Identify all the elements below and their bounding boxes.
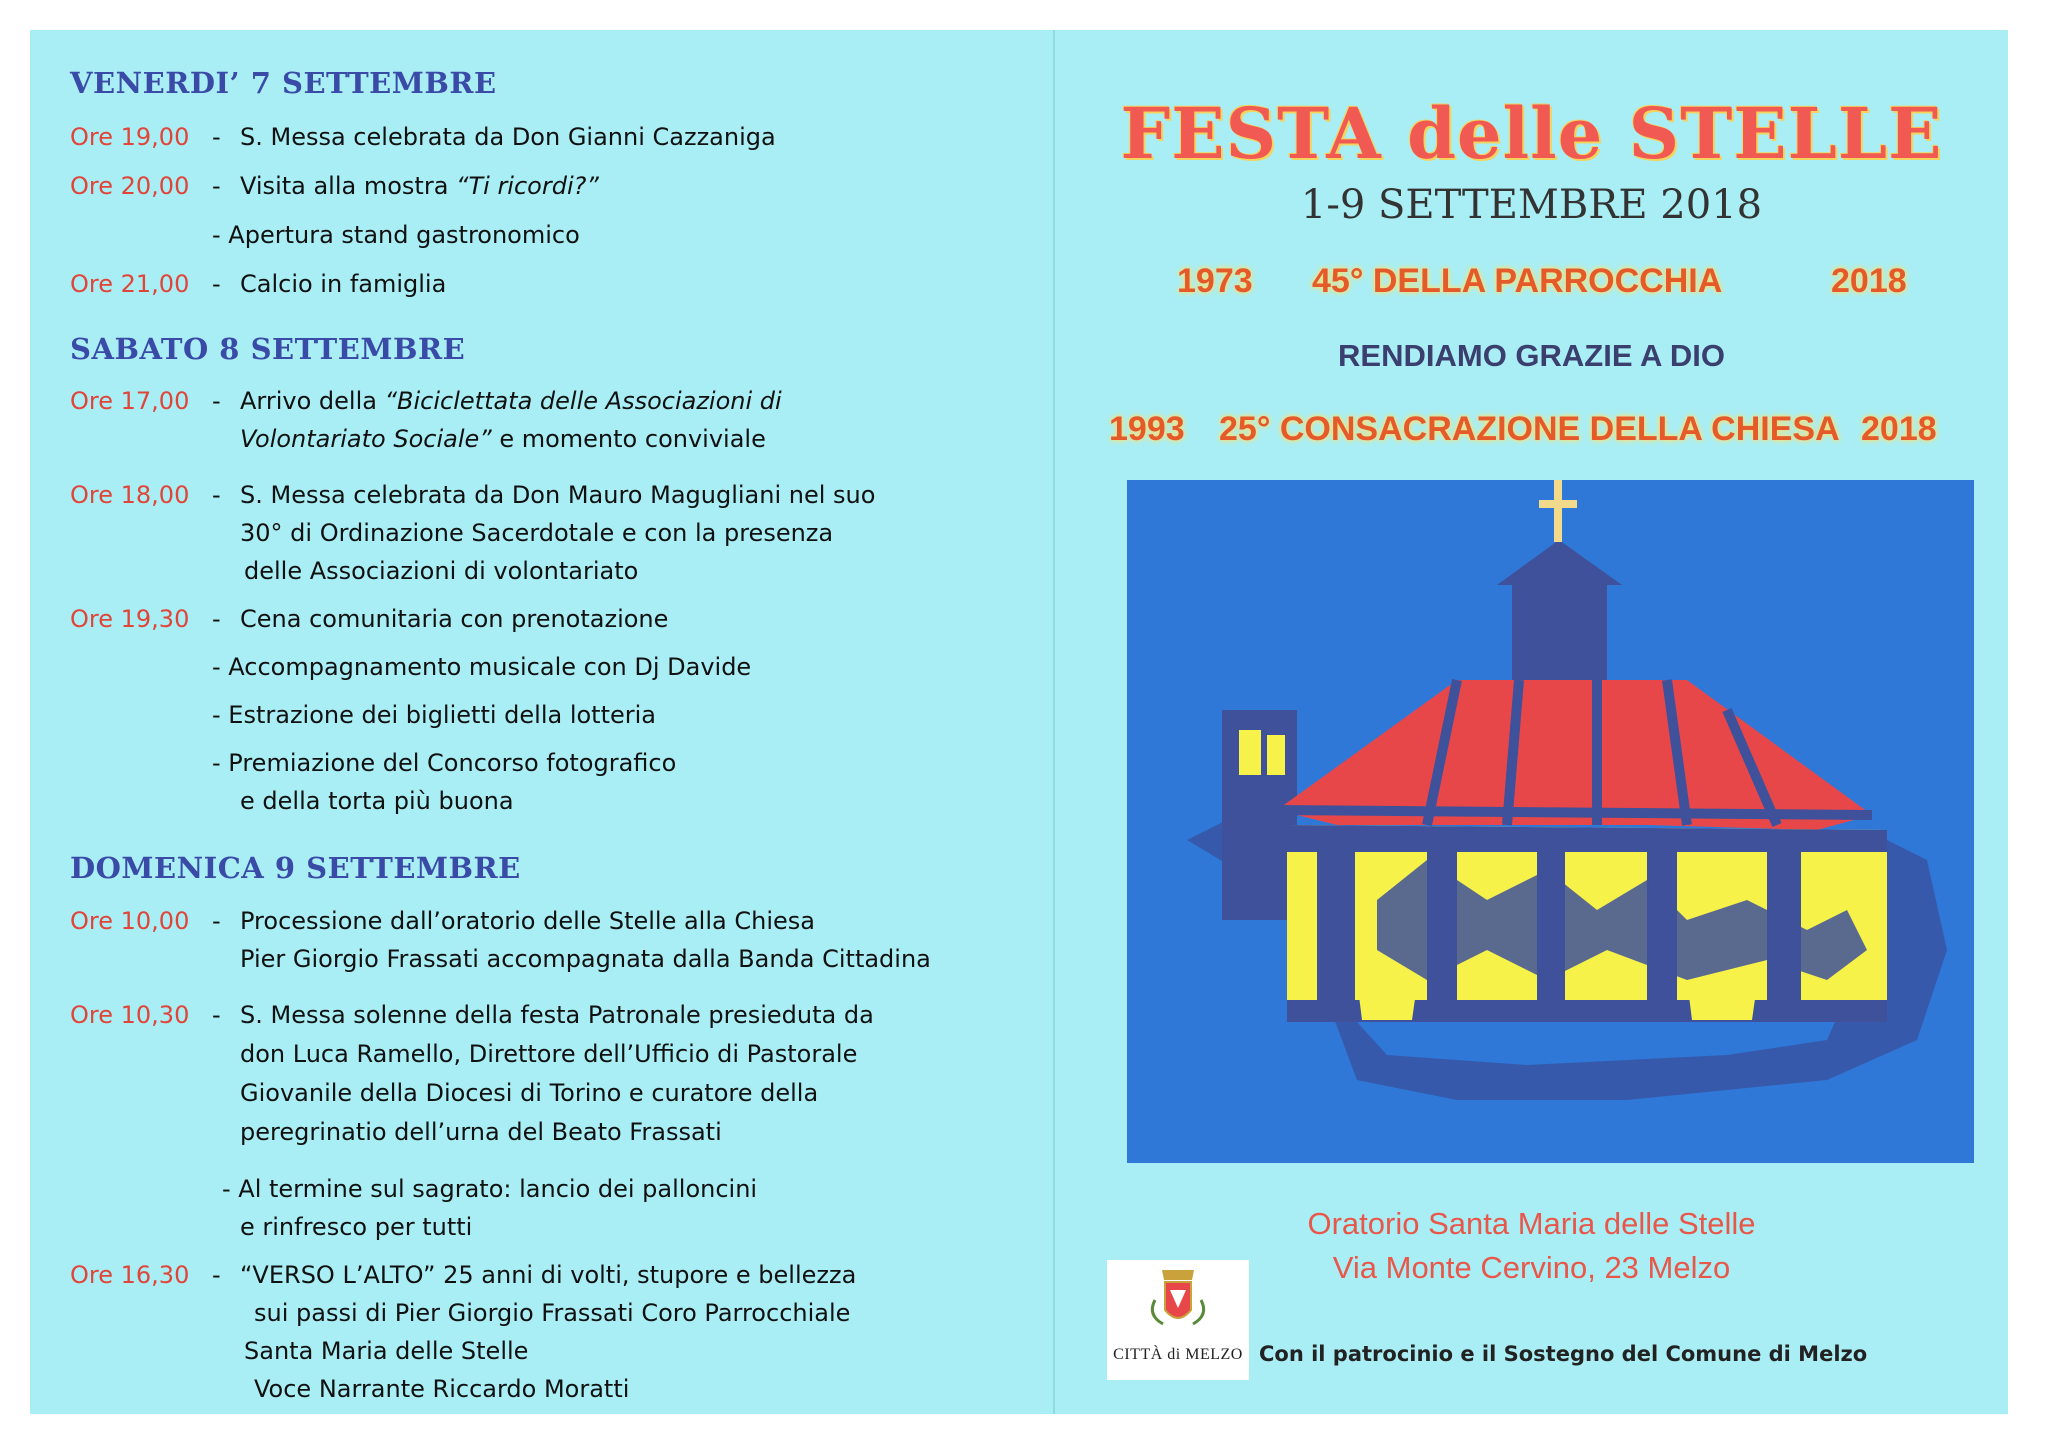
- event-row: Ore 19,30 - Cena comunitaria con prenotazione: [70, 600, 1043, 638]
- church-anniversary: 25° CONSACRAZIONE DELLA CHIESA: [1219, 410, 1840, 448]
- event-time: Ore 17,00: [70, 387, 190, 415]
- city-logo-text: CITTÀ di MELZO: [1113, 1346, 1243, 1363]
- event-row: Ore 16,30 - “VERSO L’ALTO” 25 anni di volti, stupore e bellezza: [70, 1256, 1043, 1294]
- event-text: S. Messa solenne della festa Patronale presieduta da: [240, 1001, 874, 1029]
- event-text-continued: Voce Narrante Riccardo Moratti: [254, 1375, 630, 1403]
- event-row: Ore 10,30 - S. Messa solenne della festa Patronale presieduta da: [70, 996, 1043, 1034]
- parish-anniversary: 45° DELLA PARROCCHIA: [1312, 262, 1723, 300]
- event-text: Visita alla mostra “Ti ricordi?”: [240, 172, 599, 200]
- event-text: Cena comunitaria con prenotazione: [240, 605, 669, 633]
- day-heading-sunday: DOMENICA 9 SETTEMBRE: [70, 851, 521, 885]
- day-heading-saturday: SABATO 8 SETTEMBRE: [70, 332, 466, 366]
- event-row: Ore 21,00 - Calcio in famiglia: [70, 265, 1043, 303]
- event-time: Ore 19,00: [70, 123, 190, 151]
- event-text-continued: 30° di Ordinazione Sacerdotale e con la presenza: [240, 519, 834, 547]
- event-text-continued: peregrinatio dell’urna del Beato Frassati: [240, 1118, 722, 1146]
- thanks-line: RENDIAMO GRAZIE A DIO: [1338, 338, 1725, 373]
- church-year-from: 1993: [1109, 410, 1185, 448]
- event-time: Ore 10,00: [70, 907, 190, 935]
- parish-year-from: 1973: [1177, 262, 1253, 300]
- parish-year-to: 2018: [1831, 262, 1907, 300]
- cover-page: [1055, 30, 2008, 1414]
- event-text: S. Messa celebrata da Don Mauro Magugliani nel suo: [240, 481, 876, 509]
- patronage-note: Con il patrocinio e il Sostegno del Comune di Melzo: [1259, 1342, 1868, 1366]
- event-text-continued: sui passi di Pier Giorgio Frassati Coro Parrocchiale: [254, 1299, 851, 1327]
- church-illustration: [1127, 480, 1974, 1163]
- event-time: Ore 18,00: [70, 481, 190, 509]
- event-text-continued: e rinfresco per tutti: [240, 1213, 473, 1241]
- venue-name: Oratorio Santa Maria delle Stelle: [1307, 1206, 1756, 1241]
- event-row: Ore 10,00 - Processione dall’oratorio delle Stelle alla Chiesa: [70, 902, 1043, 940]
- church-year-to: 2018: [1861, 410, 1937, 448]
- event-text: Arrivo della “Biciclettata delle Associazioni di: [240, 387, 782, 415]
- event-subitem: - Accompagnamento musicale con Dj Davide: [212, 653, 752, 681]
- event-time: Ore 19,30: [70, 605, 190, 633]
- event-text: Processione dall’oratorio delle Stelle alla Chiesa: [240, 907, 815, 935]
- event-text-continued: Volontariato Sociale” e momento conviviale: [240, 425, 766, 453]
- event-subitem: - Apertura stand gastronomico: [212, 221, 580, 249]
- event-subitem: - Estrazione dei biglietti della lotteria: [212, 701, 656, 729]
- event-subitem: - Al termine sul sagrato: lancio dei palloncini: [222, 1175, 758, 1203]
- festa-dates: 1-9 SETTEMBRE 2018: [1300, 182, 1763, 228]
- event-text-continued: Santa Maria delle Stelle: [244, 1337, 529, 1365]
- event-text-continued: Giovanile della Diocesi di Torino e curatore della: [240, 1079, 819, 1107]
- flyer-sheet: [30, 30, 2008, 1414]
- event-row: Ore 20,00 - Visita alla mostra “Ti ricordi?”: [70, 167, 1043, 205]
- venue-address: Via Monte Cervino, 23 Melzo: [1332, 1250, 1731, 1285]
- event-text-continued: Pier Giorgio Frassati accompagnata dalla Banda Cittadina: [240, 945, 931, 973]
- event-time: Ore 20,00: [70, 172, 190, 200]
- event-row: Ore 18,00 - S. Messa celebrata da Don Mauro Magugliani nel suo: [70, 476, 1043, 514]
- event-text: Calcio in famiglia: [240, 270, 447, 298]
- event-time: Ore 21,00: [70, 270, 190, 298]
- event-time: Ore 16,30: [70, 1261, 190, 1289]
- event-text-continued: don Luca Ramello, Direttore dell’Ufficio di Pastorale: [240, 1040, 858, 1068]
- church-painting: [1127, 480, 1974, 1163]
- event-row: Ore 19,00 - S. Messa celebrata da Don Gianni Cazzaniga: [70, 118, 1043, 156]
- event-text: S. Messa celebrata da Don Gianni Cazzaniga: [240, 123, 776, 151]
- event-text-continued: delle Associazioni di volontariato: [244, 557, 639, 585]
- event-row: Ore 17,00 - Arrivo della “Biciclettata delle Associazioni di: [70, 382, 1043, 420]
- city-crest-icon: [1107, 1260, 1249, 1345]
- day-heading-friday: VENERDI’ 7 SETTEMBRE: [70, 66, 497, 100]
- event-text-continued: e della torta più buona: [240, 787, 514, 815]
- festa-title: FESTA delle STELLE: [1120, 92, 1943, 175]
- event-time: Ore 10,30: [70, 1001, 190, 1029]
- event-subitem: - Premiazione del Concorso fotografico: [212, 749, 677, 777]
- event-text: “VERSO L’ALTO” 25 anni di volti, stupore e bellezza: [240, 1261, 857, 1289]
- program-page: [30, 30, 1053, 1414]
